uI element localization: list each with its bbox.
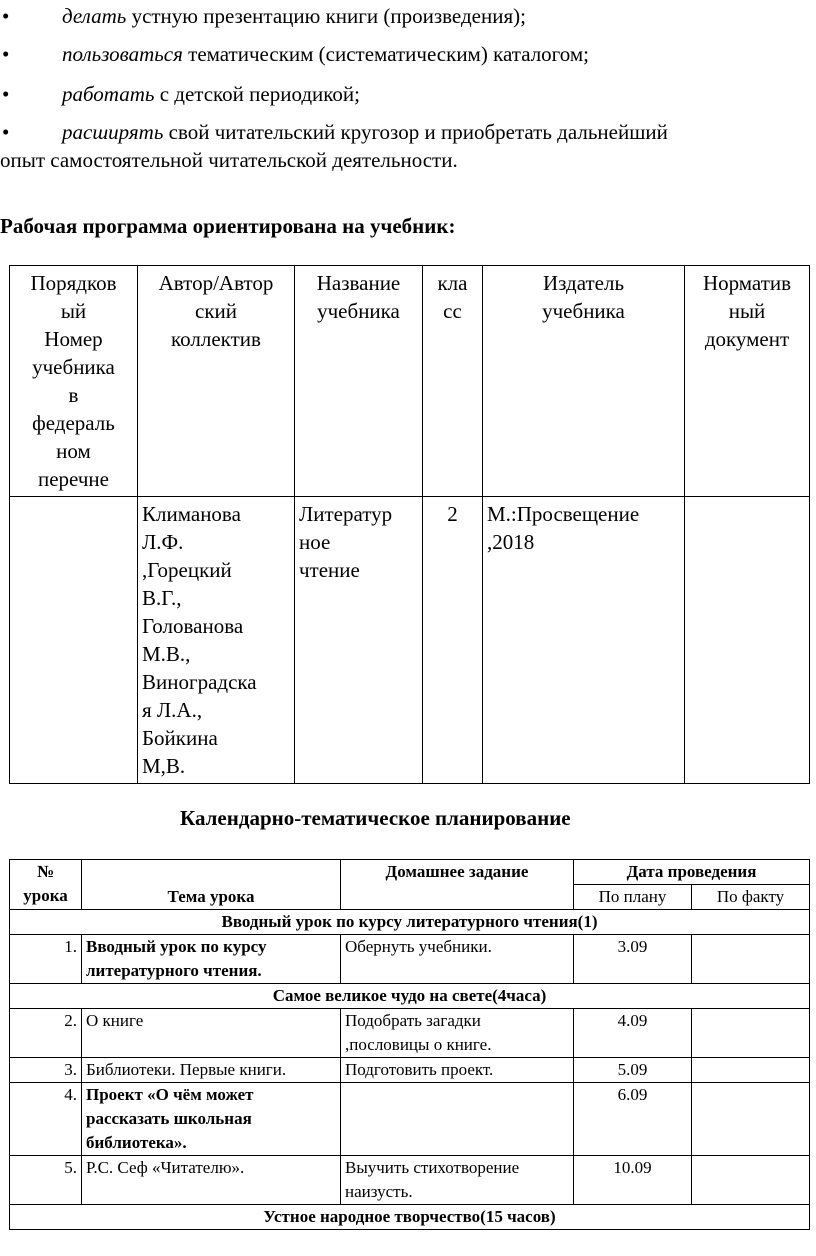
cell-line: кла bbox=[437, 271, 468, 295]
textbook-header-row bbox=[10, 266, 810, 497]
cell-line: В.Г., bbox=[142, 586, 182, 610]
header-cell bbox=[685, 266, 810, 497]
lesson-homework: Выучить стихотворение наизусть. bbox=[341, 1156, 574, 1205]
lesson-date-plan: 3.09 bbox=[574, 935, 692, 984]
bullet-rest: устную презентацию книги (произведения); bbox=[126, 4, 526, 28]
cell-line: ,2018 bbox=[487, 530, 535, 554]
cell-line: М.:Просвещение bbox=[487, 502, 640, 526]
table-row bbox=[10, 1058, 810, 1083]
plan-header-row bbox=[10, 860, 810, 885]
table-cell bbox=[10, 497, 138, 784]
cell-line: ный bbox=[728, 299, 766, 323]
header-cell bbox=[295, 266, 423, 497]
cell-line: Норматив bbox=[702, 271, 792, 295]
table-cell bbox=[295, 497, 423, 784]
cell-line: Название bbox=[316, 271, 401, 295]
cell-line: ное bbox=[299, 530, 331, 554]
bullet-verb: расширять bbox=[62, 120, 164, 144]
header-num: № bbox=[36, 862, 55, 881]
bullet-marker: • bbox=[2, 82, 10, 106]
header-topic: Тема урока bbox=[82, 860, 341, 910]
section-row bbox=[10, 910, 810, 935]
lesson-homework: Обернуть учебники. bbox=[341, 935, 574, 984]
lesson-topic: Вводный урок по курсу литературного чтения. bbox=[82, 935, 341, 984]
header-num-cell bbox=[10, 860, 82, 910]
cell-line: Климанова bbox=[142, 502, 241, 526]
lesson-num: 5. bbox=[10, 1156, 82, 1205]
header-date: Дата проведения bbox=[574, 860, 810, 885]
cell-line: сс bbox=[443, 299, 462, 323]
lesson-date-fact bbox=[692, 935, 810, 984]
lesson-num: 2. bbox=[10, 1009, 82, 1058]
header-fact: По факту bbox=[692, 885, 810, 910]
lesson-date-plan: 5.09 bbox=[574, 1058, 692, 1083]
lesson-num: 3. bbox=[10, 1058, 82, 1083]
cell-line: я Л.А., bbox=[142, 698, 203, 722]
bullet-rest: свой читательский кругозор и приобретать дальнейший bbox=[163, 120, 668, 144]
textbook-table bbox=[9, 265, 810, 784]
bullet-marker: • bbox=[2, 4, 10, 28]
table-row bbox=[10, 1009, 810, 1058]
lesson-date-plan: 10.09 bbox=[574, 1156, 692, 1205]
cell-line: Автор/Автор bbox=[158, 271, 274, 295]
textbook-row bbox=[10, 497, 810, 784]
lesson-date-fact bbox=[692, 1009, 810, 1058]
lesson-homework: Подготовить проект. bbox=[341, 1058, 574, 1083]
cell-line: Порядков bbox=[30, 271, 117, 295]
bullet-verb: делать bbox=[62, 4, 127, 28]
section-row bbox=[10, 1205, 810, 1230]
cell-line: Голованова bbox=[142, 614, 244, 638]
cell-line: ский bbox=[195, 299, 237, 323]
bullet-rest: с детской периодикой; bbox=[154, 82, 360, 106]
lesson-date-fact bbox=[692, 1058, 810, 1083]
cell-line: Бойкина bbox=[142, 726, 218, 750]
header-cell bbox=[423, 266, 483, 497]
cell-line: 2 bbox=[447, 502, 458, 526]
lesson-topic: О книге bbox=[82, 1009, 341, 1058]
table-cell bbox=[423, 497, 483, 784]
bullet-continuation-text: опыт самостоятельной читательской деятельности. bbox=[0, 148, 458, 172]
section-title: Самое великое чудо на свете(4часа) bbox=[10, 984, 810, 1009]
lesson-topic: Р.С. Сеф «Читателю». bbox=[82, 1156, 341, 1205]
cell-line: документ bbox=[704, 327, 790, 351]
cell-line: Номер bbox=[44, 327, 103, 351]
bullet-marker: • bbox=[2, 120, 10, 144]
lesson-homework bbox=[341, 1083, 574, 1156]
cell-line: в bbox=[68, 383, 79, 407]
bullet-rest: тематическим (систематическим) каталогом; bbox=[182, 42, 589, 66]
cell-line: федераль bbox=[32, 411, 115, 435]
section-title: Устное народное творчество(15 часов) bbox=[10, 1205, 810, 1230]
lesson-num: 1. bbox=[10, 935, 82, 984]
header-cell bbox=[483, 266, 685, 497]
header-cell bbox=[138, 266, 295, 497]
section-row bbox=[10, 984, 810, 1009]
header-homework: Домашнее задание bbox=[341, 860, 574, 910]
textbook-heading: Рабочая программа ориентирована на учебник: bbox=[0, 214, 456, 238]
table-cell bbox=[138, 497, 295, 784]
lesson-num: 4. bbox=[10, 1083, 82, 1156]
header-num2: урока bbox=[23, 886, 68, 905]
table-row bbox=[10, 1156, 810, 1205]
cell-line: коллектив bbox=[171, 327, 261, 351]
header-plan: По плану bbox=[574, 885, 692, 910]
cell-line: учебника bbox=[32, 355, 115, 379]
cell-line: Издатель bbox=[542, 271, 625, 295]
table-row bbox=[10, 1083, 810, 1156]
cell-line: М,В. bbox=[142, 754, 186, 778]
cell-line: Виноградска bbox=[142, 670, 257, 694]
lesson-date-plan: 4.09 bbox=[574, 1009, 692, 1058]
section-title: Вводный урок по курсу литературного чтения(1) bbox=[10, 910, 810, 935]
lesson-date-fact bbox=[692, 1156, 810, 1205]
lesson-homework: Подобрать загадки ,пословицы о книге. bbox=[341, 1009, 574, 1058]
cell-line: ,Горецкий bbox=[142, 558, 232, 582]
cell-line: ном bbox=[56, 439, 91, 463]
header-cell bbox=[10, 266, 138, 497]
table-row bbox=[10, 935, 810, 984]
cell-line: М.В., bbox=[142, 642, 191, 666]
bullet-verb: пользоваться bbox=[62, 42, 183, 66]
cell-line: Литератур bbox=[299, 502, 393, 526]
lesson-topic: Библиотеки. Первые книги. bbox=[82, 1058, 341, 1083]
cell-line: ый bbox=[60, 299, 87, 323]
table-cell bbox=[483, 497, 685, 784]
bullet-verb: работать bbox=[62, 82, 155, 106]
cell-line: учебника bbox=[317, 299, 400, 323]
table-cell bbox=[685, 497, 810, 784]
lesson-date-plan: 6.09 bbox=[574, 1083, 692, 1156]
lesson-topic: Проект «О чём может рассказать школьная библиотека». bbox=[82, 1083, 341, 1156]
cell-line: учебника bbox=[542, 299, 625, 323]
lesson-date-fact bbox=[692, 1083, 810, 1156]
cell-line: Л.Ф. bbox=[142, 530, 184, 554]
plan-table bbox=[9, 859, 810, 1230]
bullet-marker: • bbox=[2, 42, 10, 66]
plan-heading: Календарно-тематическое планирование bbox=[180, 806, 571, 830]
cell-line: чтение bbox=[299, 558, 360, 582]
cell-line: перечне bbox=[38, 467, 109, 491]
